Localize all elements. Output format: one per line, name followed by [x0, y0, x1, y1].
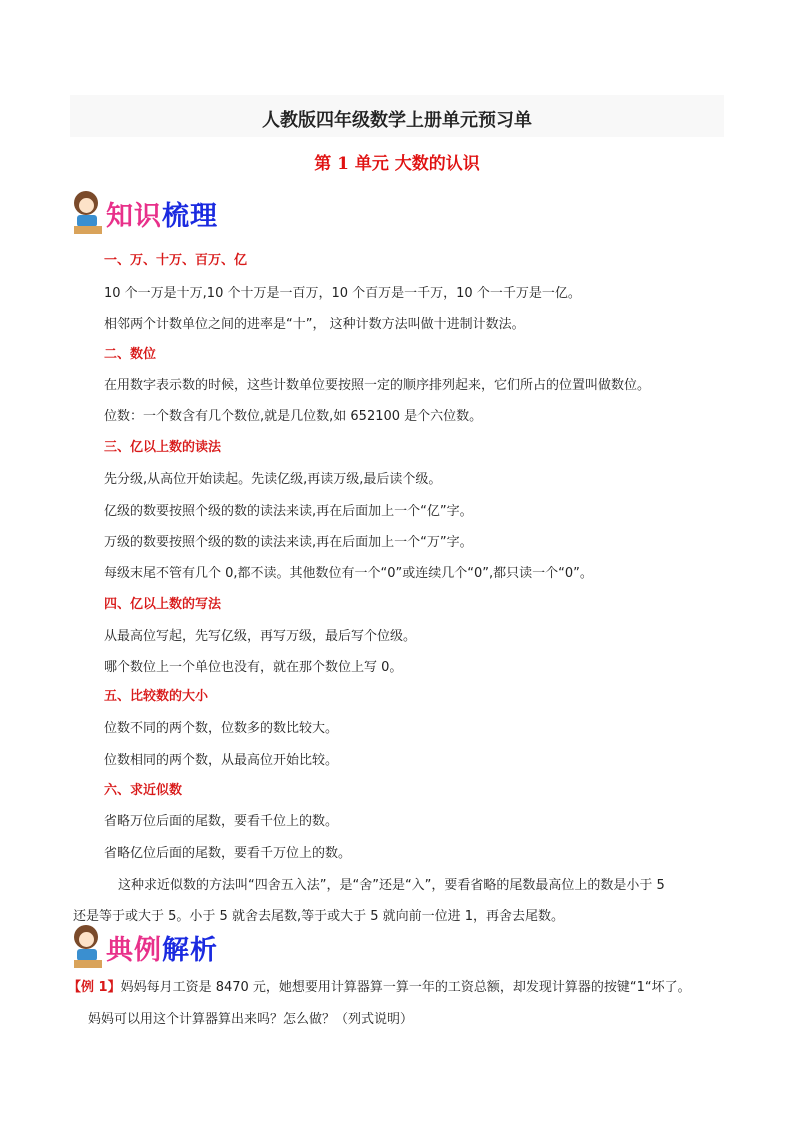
section-heading: 六、求近似数: [104, 783, 183, 798]
text-line: 位数相同的两个数，从最高位开始比较。: [104, 753, 339, 768]
text-line: 从最高位写起，先写亿级，再写万级，最后写个位级。: [104, 629, 417, 644]
text-line: 相邻两个计数单位之间的进率是“十”， 这种计数方法叫做十进制计数法。: [104, 317, 525, 332]
text-line: 亿级的数要按照个级的数的读法来读,再在后面加上一个“亿”字。: [104, 504, 473, 519]
banner-char: 析: [190, 934, 218, 966]
section-heading: 二、数位: [104, 347, 157, 362]
banner-char: 理: [190, 200, 218, 232]
text-line: 省略万位后面的尾数，要看千位上的数。: [104, 814, 339, 829]
banner-char: 识: [134, 200, 162, 232]
banner-char: 典: [106, 934, 134, 966]
banner-char: 梳: [162, 200, 190, 232]
girl-reading-icon: [72, 191, 102, 235]
section-heading: 一、万、十万、百万、亿: [104, 253, 248, 268]
text-line: 万级的数要按照个级的数的读法来读,再在后面加上一个“万”字。: [104, 535, 473, 550]
example-text: 妈妈每月工资是 8470 元，她想要用计算器算一算一年的工资总额，却发现计算器的按键“1“坏了。: [120, 980, 691, 995]
text-line: 位数不同的两个数，位数多的数比较大。: [104, 721, 339, 736]
section-heading: 四、亿以上数的写法: [104, 597, 222, 612]
text-line: 每级末尾不管有几个 0,都不读。其他数位有一个“0”或连续几个“0”,都只读一个“0”。: [104, 566, 593, 581]
text-line: 省略亿位后面的尾数，要看千万位上的数。: [104, 846, 352, 861]
unit-subtitle: 第 1 单元 大数的认识: [314, 154, 480, 174]
text-line: 在用数字表示数的时候，这些计数单位要按照一定的顺序排列起来，它们所占的位置叫做数位。: [104, 378, 651, 393]
banner-char: 知: [106, 200, 134, 232]
page-title: 人教版四年级数学上册单元预习单: [262, 110, 532, 131]
example-line: [68, 976, 691, 995]
section-heading: 三、亿以上数的读法: [104, 440, 222, 455]
example-label: 【例 1】: [68, 980, 121, 995]
text-line: 先分级,从高位开始读起。先读亿级,再读万级,最后读个级。: [104, 472, 442, 487]
banner-char: 解: [162, 934, 190, 966]
example-question: 妈妈可以用这个计算器算出来吗？怎么做？（列式说明）: [88, 1012, 414, 1027]
text-line: 位数：一个数含有几个数位,就是几位数,如 652100 是个六位数。: [104, 409, 483, 424]
text-line: 哪个数位上一个单位也没有，就在那个数位上写 0。: [104, 660, 403, 675]
knowledge-banner: [72, 190, 218, 236]
text-line: 这种求近似数的方法叫“四舍五入法”，是“舍”还是“入”，要看省略的尾数最高位上的数是小于 5: [118, 878, 665, 893]
section-heading: 五、比较数的大小: [104, 689, 209, 704]
text-line: 10 个一万是十万,10 个十万是一百万，10 个百万是一千万，10 个一千万是一亿。: [104, 286, 581, 301]
text-line: 还是等于或大于 5。小于 5 就舍去尾数,等于或大于 5 就向前一位进 1，再舍去尾数。: [73, 909, 565, 924]
girl-reading-icon: [72, 925, 102, 969]
banner-char: 例: [134, 934, 162, 966]
examples-banner: [72, 924, 218, 970]
